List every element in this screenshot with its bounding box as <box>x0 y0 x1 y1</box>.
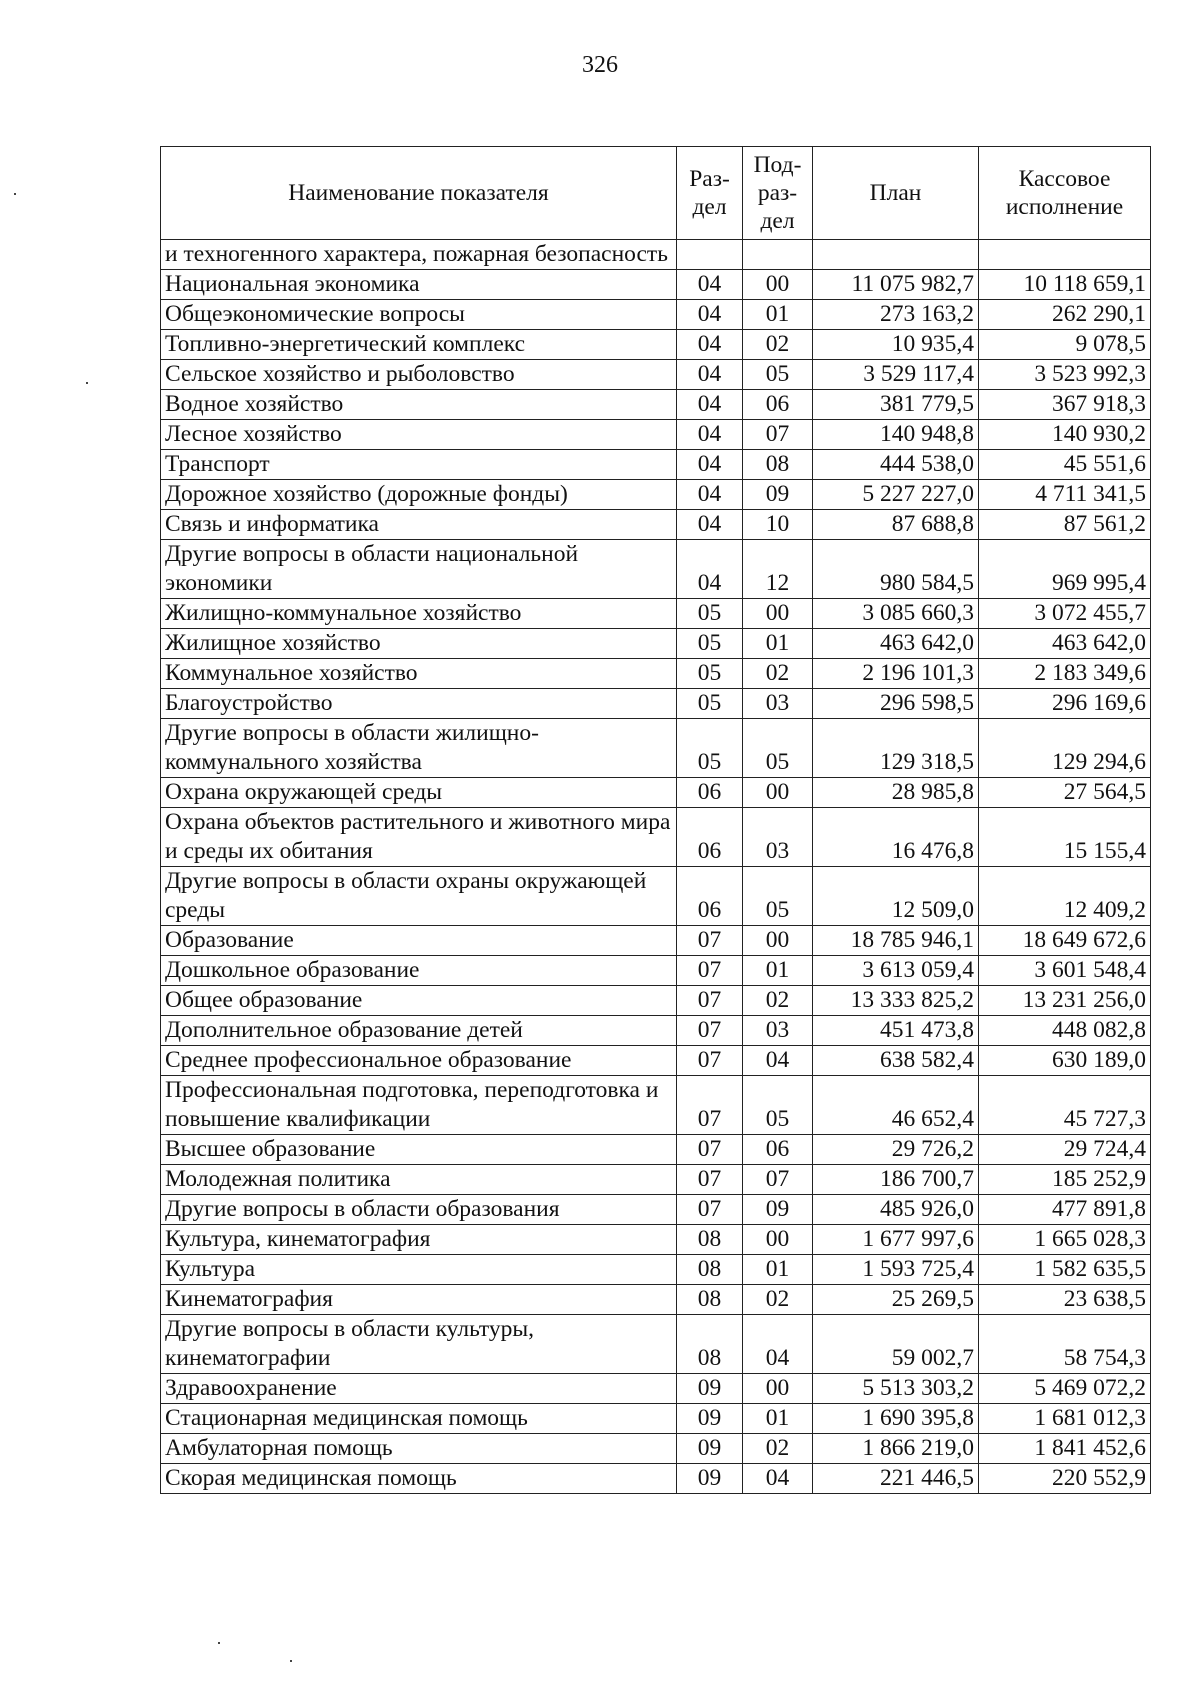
row-plan: 25 269,5 <box>813 1285 979 1315</box>
scan-speck <box>86 382 88 384</box>
table-row <box>161 1225 1151 1255</box>
table-row <box>161 1464 1151 1494</box>
row-section: 04 <box>677 480 743 510</box>
row-name: Общее образование <box>161 986 677 1016</box>
row-subsection: 01 <box>743 1404 813 1434</box>
row-plan: 381 779,5 <box>813 390 979 420</box>
row-subsection: 05 <box>743 1076 813 1135</box>
row-subsection: 02 <box>743 659 813 689</box>
row-name: Охрана окружающей среды <box>161 778 677 808</box>
row-section: 05 <box>677 719 743 778</box>
row-subsection: 00 <box>743 1374 813 1404</box>
row-name: Амбулаторная помощь <box>161 1434 677 1464</box>
row-execution: 262 290,1 <box>979 300 1151 330</box>
row-execution: 87 561,2 <box>979 510 1151 540</box>
row-section: 04 <box>677 300 743 330</box>
row-name: и техногенного характера, пожарная безопасность <box>161 240 677 270</box>
row-section: 04 <box>677 510 743 540</box>
row-execution: 220 552,9 <box>979 1464 1151 1494</box>
row-plan: 13 333 825,2 <box>813 986 979 1016</box>
row-execution: 3 072 455,7 <box>979 599 1151 629</box>
row-subsection: 01 <box>743 629 813 659</box>
table-row <box>161 1135 1151 1165</box>
scan-speck <box>218 1642 220 1644</box>
row-name: Сельское хозяйство и рыболовство <box>161 360 677 390</box>
row-subsection <box>743 240 813 270</box>
row-execution: 2 183 349,6 <box>979 659 1151 689</box>
row-execution: 45 551,6 <box>979 450 1151 480</box>
table-row <box>161 1285 1151 1315</box>
row-execution: 969 995,4 <box>979 540 1151 599</box>
row-name: Молодежная политика <box>161 1165 677 1195</box>
row-plan: 444 538,0 <box>813 450 979 480</box>
table-row <box>161 956 1151 986</box>
row-plan: 140 948,8 <box>813 420 979 450</box>
row-execution: 296 169,6 <box>979 689 1151 719</box>
row-name: Дополнительное образование детей <box>161 1016 677 1046</box>
row-subsection: 06 <box>743 1135 813 1165</box>
row-section: 06 <box>677 867 743 926</box>
row-plan: 3 613 059,4 <box>813 956 979 986</box>
table-row <box>161 1255 1151 1285</box>
row-section: 04 <box>677 450 743 480</box>
row-subsection: 05 <box>743 360 813 390</box>
row-execution: 10 118 659,1 <box>979 270 1151 300</box>
row-subsection: 05 <box>743 867 813 926</box>
table-row <box>161 1076 1151 1135</box>
row-section <box>677 240 743 270</box>
row-subsection: 10 <box>743 510 813 540</box>
row-subsection: 12 <box>743 540 813 599</box>
row-plan: 1 866 219,0 <box>813 1434 979 1464</box>
row-execution: 23 638,5 <box>979 1285 1151 1315</box>
table-row <box>161 599 1151 629</box>
row-subsection: 00 <box>743 1225 813 1255</box>
row-name: Связь и информатика <box>161 510 677 540</box>
row-section: 04 <box>677 270 743 300</box>
row-execution: 630 189,0 <box>979 1046 1151 1076</box>
row-subsection: 04 <box>743 1046 813 1076</box>
row-plan: 129 318,5 <box>813 719 979 778</box>
row-section: 08 <box>677 1225 743 1255</box>
row-subsection: 05 <box>743 719 813 778</box>
row-execution <box>979 240 1151 270</box>
row-execution: 1 665 028,3 <box>979 1225 1151 1255</box>
row-subsection: 00 <box>743 599 813 629</box>
row-name: Другие вопросы в области охраны окружающей среды <box>161 867 677 926</box>
row-name: Дорожное хозяйство (дорожные фонды) <box>161 480 677 510</box>
row-execution: 367 918,3 <box>979 390 1151 420</box>
row-plan: 296 598,5 <box>813 689 979 719</box>
row-section: 07 <box>677 956 743 986</box>
row-name: Другие вопросы в области жилищно-коммунального хозяйства <box>161 719 677 778</box>
row-plan: 638 582,4 <box>813 1046 979 1076</box>
row-plan: 3 085 660,3 <box>813 599 979 629</box>
row-subsection: 09 <box>743 1195 813 1225</box>
table-row <box>161 1165 1151 1195</box>
row-name: Общеэкономические вопросы <box>161 300 677 330</box>
row-execution: 18 649 672,6 <box>979 926 1151 956</box>
row-name: Другие вопросы в области культуры, кинематографии <box>161 1315 677 1374</box>
row-execution: 13 231 256,0 <box>979 986 1151 1016</box>
row-plan: 59 002,7 <box>813 1315 979 1374</box>
row-section: 04 <box>677 540 743 599</box>
scan-speck <box>14 193 16 195</box>
row-name: Скорая медицинская помощь <box>161 1464 677 1494</box>
row-plan: 485 926,0 <box>813 1195 979 1225</box>
row-name: Профессиональная подготовка, переподготовка и повышение квалификации <box>161 1076 677 1135</box>
row-execution: 1 582 635,5 <box>979 1255 1151 1285</box>
row-execution: 29 724,4 <box>979 1135 1151 1165</box>
header-execution: Кассовое исполнение <box>979 147 1151 240</box>
row-plan: 451 473,8 <box>813 1016 979 1046</box>
row-plan: 46 652,4 <box>813 1076 979 1135</box>
row-section: 07 <box>677 986 743 1016</box>
row-section: 04 <box>677 390 743 420</box>
row-section: 07 <box>677 1016 743 1046</box>
row-plan <box>813 240 979 270</box>
row-section: 04 <box>677 330 743 360</box>
row-name: Жилищно-коммунальное хозяйство <box>161 599 677 629</box>
row-execution: 1 841 452,6 <box>979 1434 1151 1464</box>
row-execution: 5 469 072,2 <box>979 1374 1151 1404</box>
row-section: 09 <box>677 1434 743 1464</box>
row-plan: 980 584,5 <box>813 540 979 599</box>
row-execution: 27 564,5 <box>979 778 1151 808</box>
table-row <box>161 659 1151 689</box>
row-execution: 12 409,2 <box>979 867 1151 926</box>
header-subsection: Под- раз- дел <box>743 147 813 240</box>
row-plan: 186 700,7 <box>813 1165 979 1195</box>
row-subsection: 02 <box>743 986 813 1016</box>
row-section: 09 <box>677 1464 743 1494</box>
row-section: 04 <box>677 420 743 450</box>
table-row <box>161 270 1151 300</box>
row-subsection: 02 <box>743 1285 813 1315</box>
row-subsection: 00 <box>743 270 813 300</box>
table-row <box>161 240 1151 270</box>
row-execution: 3 523 992,3 <box>979 360 1151 390</box>
table-row <box>161 1016 1151 1046</box>
row-subsection: 09 <box>743 480 813 510</box>
table-row <box>161 629 1151 659</box>
row-execution: 3 601 548,4 <box>979 956 1151 986</box>
row-execution: 463 642,0 <box>979 629 1151 659</box>
row-name: Национальная экономика <box>161 270 677 300</box>
row-section: 06 <box>677 778 743 808</box>
row-subsection: 02 <box>743 1434 813 1464</box>
row-subsection: 08 <box>743 450 813 480</box>
row-section: 07 <box>677 1076 743 1135</box>
row-execution: 4 711 341,5 <box>979 480 1151 510</box>
table-row <box>161 986 1151 1016</box>
row-subsection: 03 <box>743 808 813 867</box>
row-name: Жилищное хозяйство <box>161 629 677 659</box>
row-plan: 11 075 982,7 <box>813 270 979 300</box>
row-plan: 3 529 117,4 <box>813 360 979 390</box>
row-plan: 16 476,8 <box>813 808 979 867</box>
row-subsection: 02 <box>743 330 813 360</box>
header-section: Раз- дел <box>677 147 743 240</box>
row-subsection: 00 <box>743 926 813 956</box>
row-name: Стационарная медицинская помощь <box>161 1404 677 1434</box>
row-plan: 5 227 227,0 <box>813 480 979 510</box>
row-execution: 45 727,3 <box>979 1076 1151 1135</box>
table-row <box>161 450 1151 480</box>
row-plan: 463 642,0 <box>813 629 979 659</box>
table-row <box>161 926 1151 956</box>
row-execution: 448 082,8 <box>979 1016 1151 1046</box>
row-plan: 18 785 946,1 <box>813 926 979 956</box>
table-body <box>161 240 1151 1494</box>
table-row <box>161 540 1151 599</box>
row-subsection: 03 <box>743 689 813 719</box>
table-row <box>161 510 1151 540</box>
row-name: Дошкольное образование <box>161 956 677 986</box>
row-plan: 29 726,2 <box>813 1135 979 1165</box>
row-subsection: 07 <box>743 1165 813 1195</box>
row-subsection: 03 <box>743 1016 813 1046</box>
row-plan: 87 688,8 <box>813 510 979 540</box>
table-header-row <box>161 147 1151 240</box>
budget-table <box>160 146 1151 1494</box>
row-subsection: 01 <box>743 300 813 330</box>
row-section: 08 <box>677 1315 743 1374</box>
row-subsection: 00 <box>743 778 813 808</box>
table-row <box>161 1434 1151 1464</box>
row-name: Высшее образование <box>161 1135 677 1165</box>
row-subsection: 07 <box>743 420 813 450</box>
row-plan: 1 593 725,4 <box>813 1255 979 1285</box>
row-plan: 10 935,4 <box>813 330 979 360</box>
row-plan: 221 446,5 <box>813 1464 979 1494</box>
row-name: Охрана объектов растительного и животного мира и среды их обитания <box>161 808 677 867</box>
row-subsection: 06 <box>743 390 813 420</box>
header-plan: План <box>813 147 979 240</box>
table-row <box>161 719 1151 778</box>
table-row <box>161 1195 1151 1225</box>
row-execution: 477 891,8 <box>979 1195 1151 1225</box>
table-row <box>161 420 1151 450</box>
row-execution: 58 754,3 <box>979 1315 1151 1374</box>
row-name: Транспорт <box>161 450 677 480</box>
table-row <box>161 300 1151 330</box>
row-subsection: 04 <box>743 1464 813 1494</box>
table-row <box>161 1046 1151 1076</box>
row-section: 08 <box>677 1285 743 1315</box>
row-section: 07 <box>677 1135 743 1165</box>
table-row <box>161 1404 1151 1434</box>
header-name: Наименование показателя <box>161 147 677 240</box>
table-row <box>161 480 1151 510</box>
row-section: 09 <box>677 1404 743 1434</box>
row-name: Культура <box>161 1255 677 1285</box>
row-name: Другие вопросы в области национальной экономики <box>161 540 677 599</box>
row-name: Другие вопросы в области образования <box>161 1195 677 1225</box>
table-row <box>161 1315 1151 1374</box>
row-section: 06 <box>677 808 743 867</box>
row-section: 07 <box>677 1165 743 1195</box>
row-name: Образование <box>161 926 677 956</box>
row-plan: 2 196 101,3 <box>813 659 979 689</box>
page-number: 326 <box>582 52 618 78</box>
row-plan: 1 690 395,8 <box>813 1404 979 1434</box>
row-section: 07 <box>677 1046 743 1076</box>
row-name: Кинематография <box>161 1285 677 1315</box>
row-name: Водное хозяйство <box>161 390 677 420</box>
table-row <box>161 390 1151 420</box>
row-execution: 129 294,6 <box>979 719 1151 778</box>
row-name: Среднее профессиональное образование <box>161 1046 677 1076</box>
row-plan: 28 985,8 <box>813 778 979 808</box>
row-section: 04 <box>677 360 743 390</box>
row-name: Лесное хозяйство <box>161 420 677 450</box>
row-plan: 1 677 997,6 <box>813 1225 979 1255</box>
row-name: Коммунальное хозяйство <box>161 659 677 689</box>
table-row <box>161 689 1151 719</box>
row-section: 07 <box>677 926 743 956</box>
table-row <box>161 330 1151 360</box>
table-row <box>161 778 1151 808</box>
row-subsection: 01 <box>743 1255 813 1285</box>
row-execution: 185 252,9 <box>979 1165 1151 1195</box>
row-section: 08 <box>677 1255 743 1285</box>
scan-speck <box>290 1660 292 1662</box>
row-section: 07 <box>677 1195 743 1225</box>
row-name: Здравоохранение <box>161 1374 677 1404</box>
row-name: Топливно-энергетический комплекс <box>161 330 677 360</box>
row-execution: 1 681 012,3 <box>979 1404 1151 1434</box>
row-plan: 5 513 303,2 <box>813 1374 979 1404</box>
row-section: 09 <box>677 1374 743 1404</box>
row-plan: 12 509,0 <box>813 867 979 926</box>
table-row <box>161 360 1151 390</box>
row-section: 05 <box>677 599 743 629</box>
row-execution: 140 930,2 <box>979 420 1151 450</box>
row-subsection: 04 <box>743 1315 813 1374</box>
row-plan: 273 163,2 <box>813 300 979 330</box>
table-row <box>161 808 1151 867</box>
row-execution: 15 155,4 <box>979 808 1151 867</box>
row-section: 05 <box>677 689 743 719</box>
table-row <box>161 867 1151 926</box>
table-row <box>161 1374 1151 1404</box>
row-subsection: 01 <box>743 956 813 986</box>
row-name: Культура, кинематография <box>161 1225 677 1255</box>
row-execution: 9 078,5 <box>979 330 1151 360</box>
row-section: 05 <box>677 659 743 689</box>
row-name: Благоустройство <box>161 689 677 719</box>
row-section: 05 <box>677 629 743 659</box>
